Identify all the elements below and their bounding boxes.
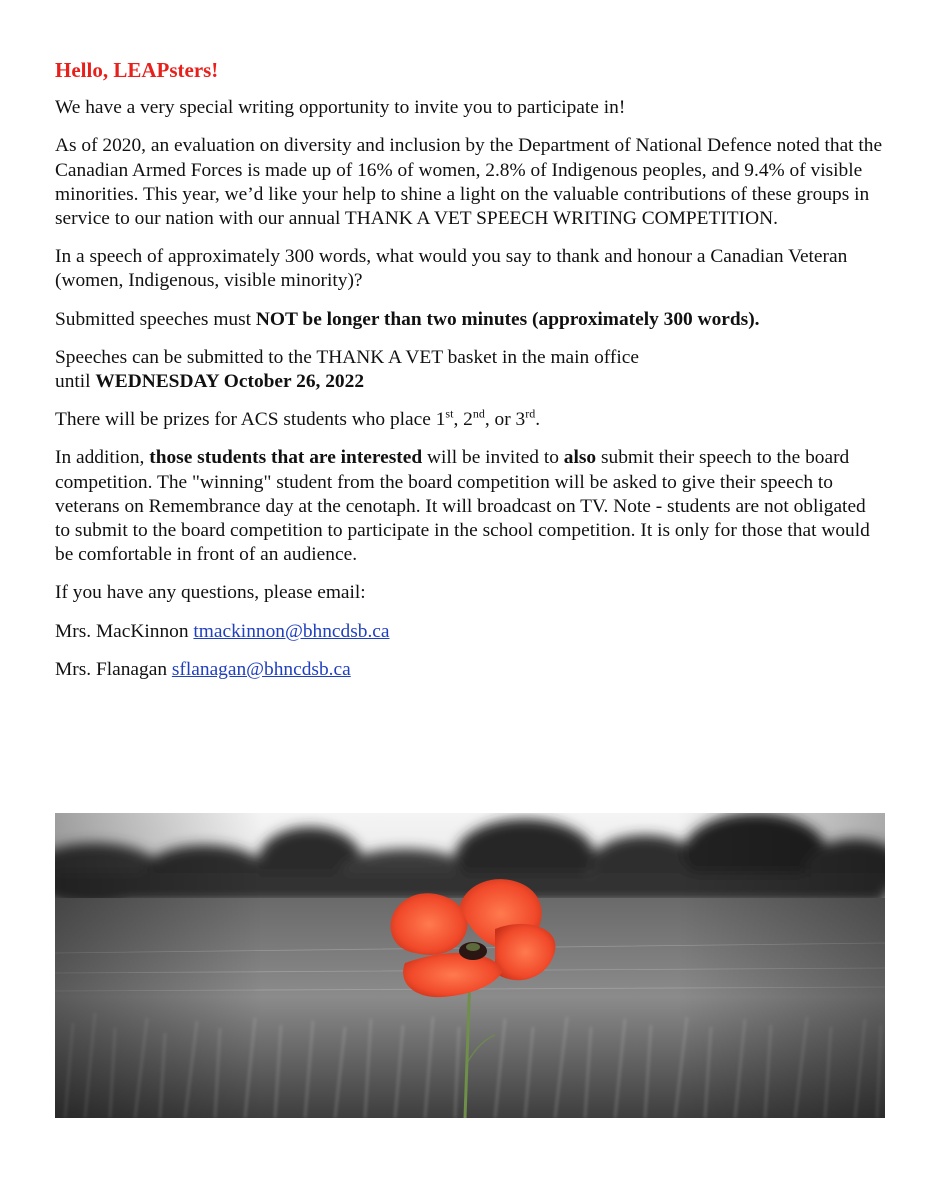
prizes-paragraph <box>55 408 885 432</box>
email-link-mackinnon[interactable]: tmackinnon@bhncdsb.ca <box>193 620 390 642</box>
submission-line: Speeches can be submitted to the THANK A VET basket in the main office <box>55 346 639 368</box>
questions-paragraph: If you have any questions, please email: <box>55 582 366 604</box>
prizes-lead: There will be prizes for ACS students who place 1 <box>55 409 446 431</box>
email-link-flanagan[interactable]: sflanagan@bhncdsb.ca <box>171 658 351 680</box>
prizes-sup-first: st <box>445 406 454 421</box>
context-paragraph: As of 2020, an evaluation on diversity and inclusion by the Department of National Defence noted that the Canadian Armed Forces is made up of 16% of women, 2.8% of Indigenous peoples, and 9.4% of visible minorities. This year, we’d like your help to shine a light on the valuable contributions of these groups in service to our nation with our annual THANK A VET SPEECH WRITING COMPETITION. <box>55 135 883 230</box>
document-body <box>55 58 885 696</box>
prompt-paragraph: In a speech of approximately 300 words, what would you say to thank and honour a Canadian Veteran (women, Indigenous, visible minority)? <box>55 246 848 292</box>
contact-mackinnon <box>55 620 885 644</box>
board-text-1: In addition, <box>55 447 150 469</box>
prizes-sep-third: , or 3 <box>484 409 526 431</box>
contact-name: Mrs. MacKinnon <box>55 620 194 642</box>
length-rule-emphasis: NOT be longer than two minutes (approximately 300 words). <box>255 308 760 330</box>
board-bold-1: those students that are interested <box>149 447 423 469</box>
prizes-end: . <box>535 409 541 431</box>
board-text-2: will be invited to <box>422 447 564 469</box>
prizes-sup-third: rd <box>525 406 536 421</box>
submission-paragraph <box>55 346 885 394</box>
contact-flanagan <box>55 658 885 682</box>
intro-paragraph: We have a very special writing opportunity to invite you to participate in! <box>55 97 626 119</box>
prizes-sep-second: , 2 <box>453 409 473 431</box>
poppy-field-image <box>55 813 885 1118</box>
contact-name: Mrs. Flanagan <box>55 658 172 680</box>
board-paragraph <box>55 446 885 567</box>
board-bold-2: also <box>563 447 597 469</box>
submission-until: until <box>55 371 96 393</box>
submission-deadline: WEDNESDAY October 26, 2022 <box>95 371 365 393</box>
length-rule-lead: Submitted speeches must <box>55 308 256 330</box>
board-text-3: submit their speech to the board competition. The "winning" student from the board competition will be asked to give their speech to veterans on Remembrance day at the cenotaph. It will broadcast on TV. Note - students are not obligated to submit to the board competition to participate in the school competition. It is only for those that would be comfortable in front of an audience. <box>55 447 870 566</box>
length-rule-paragraph <box>55 308 885 332</box>
prizes-sup-second: nd <box>472 406 485 421</box>
greeting-heading: Hello, LEAPsters! <box>55 58 219 82</box>
